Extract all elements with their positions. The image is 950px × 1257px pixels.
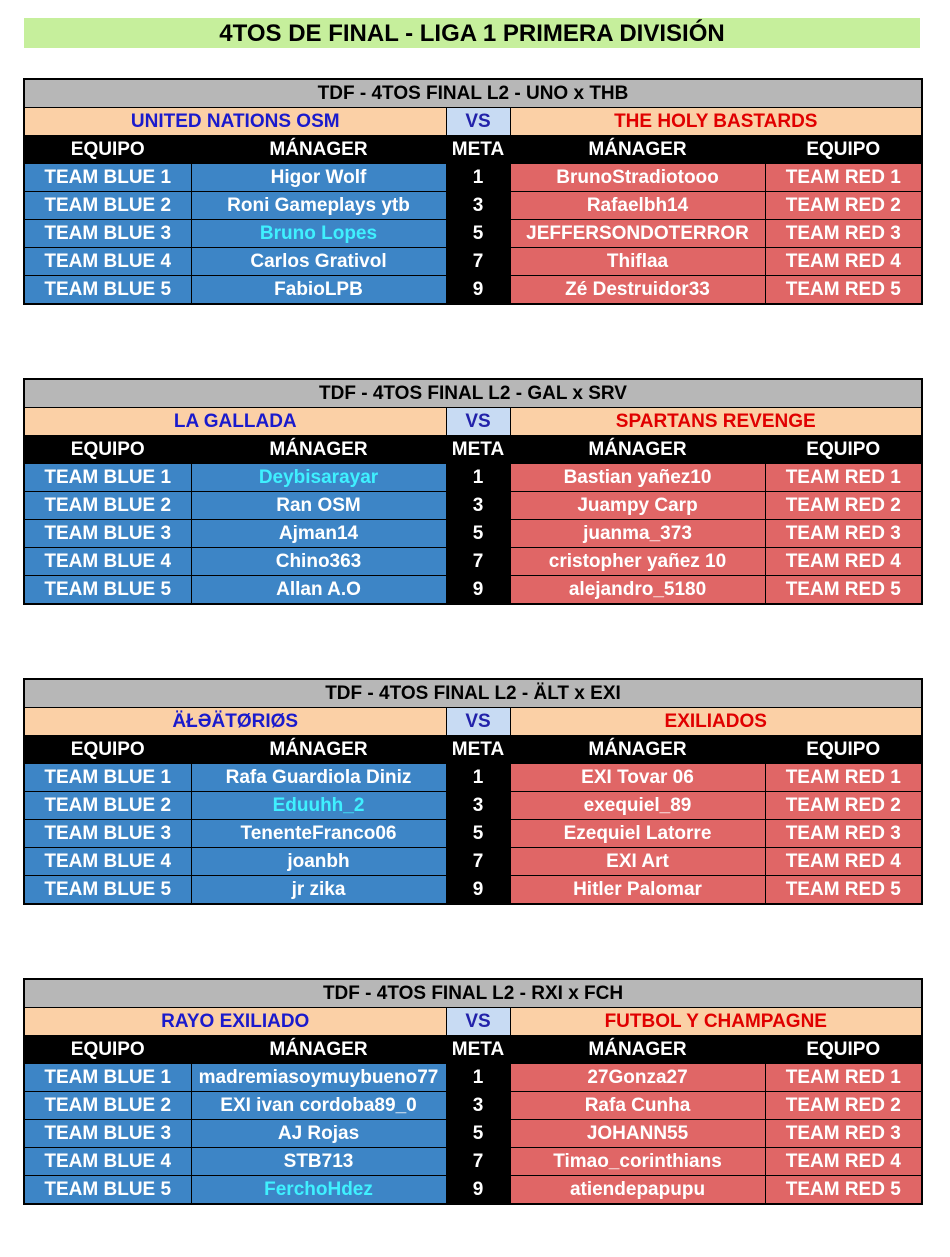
red-team-cell: TEAM RED 2: [765, 192, 922, 220]
col-manager: MÁNAGER: [510, 1036, 765, 1064]
blue-manager-cell: STB713: [191, 1148, 446, 1176]
right-team-name: EXILIADOS: [510, 708, 922, 736]
blue-team-cell: TEAM BLUE 2: [24, 492, 191, 520]
blue-manager-cell: madremiasoymuybueno77: [191, 1064, 446, 1092]
red-team-cell: TEAM RED 1: [765, 1064, 922, 1092]
col-manager: MÁNAGER: [510, 136, 765, 164]
meta-cell: 5: [446, 220, 510, 248]
blue-manager-cell: Bruno Lopes: [191, 220, 446, 248]
match-header: TDF - 4TOS FINAL L2 - GAL x SRV: [24, 379, 922, 408]
table-row: [24, 576, 922, 605]
match-header: TDF - 4TOS FINAL L2 - UNO x THB: [24, 79, 922, 108]
blue-manager-cell: Allan A.O: [191, 576, 446, 605]
meta-cell: 9: [446, 276, 510, 305]
table-row: [24, 1120, 922, 1148]
table-row: [24, 848, 922, 876]
blue-manager-cell: AJ Rojas: [191, 1120, 446, 1148]
red-manager-cell: EXI Art: [510, 848, 765, 876]
col-meta: META: [446, 736, 510, 764]
red-manager-cell: juanma_373: [510, 520, 765, 548]
col-equipo: EQUIPO: [765, 136, 922, 164]
blue-manager-cell: Eduuhh_2: [191, 792, 446, 820]
meta-cell: 9: [446, 876, 510, 905]
blue-team-cell: TEAM BLUE 4: [24, 1148, 191, 1176]
meta-cell: 5: [446, 520, 510, 548]
blue-manager-cell: Ran OSM: [191, 492, 446, 520]
blue-team-cell: TEAM BLUE 3: [24, 1120, 191, 1148]
right-team-name: THE HOLY BASTARDS: [510, 108, 922, 136]
blue-manager-cell: EXI ivan cordoba89_0: [191, 1092, 446, 1120]
table-row: [24, 1092, 922, 1120]
blue-team-cell: TEAM BLUE 5: [24, 1176, 191, 1205]
meta-cell: 7: [446, 848, 510, 876]
blue-team-cell: TEAM BLUE 1: [24, 164, 191, 192]
col-equipo: EQUIPO: [765, 1036, 922, 1064]
meta-cell: 5: [446, 1120, 510, 1148]
meta-cell: 1: [446, 464, 510, 492]
match-table-2: [23, 378, 921, 605]
red-team-cell: TEAM RED 5: [765, 876, 922, 905]
red-team-cell: TEAM RED 3: [765, 520, 922, 548]
vs-label: VS: [446, 408, 510, 436]
red-team-cell: TEAM RED 3: [765, 820, 922, 848]
meta-cell: 3: [446, 1092, 510, 1120]
red-manager-cell: Thiflaa: [510, 248, 765, 276]
red-manager-cell: Bastian yañez10: [510, 464, 765, 492]
table-row: [24, 164, 922, 192]
red-manager-cell: 27Gonza27: [510, 1064, 765, 1092]
meta-cell: 1: [446, 1064, 510, 1092]
meta-cell: 9: [446, 1176, 510, 1205]
blue-manager-cell: FabioLPB: [191, 276, 446, 305]
col-manager: MÁNAGER: [191, 136, 446, 164]
red-manager-cell: Hitler Palomar: [510, 876, 765, 905]
col-equipo: EQUIPO: [765, 436, 922, 464]
blue-team-cell: TEAM BLUE 3: [24, 820, 191, 848]
blue-team-cell: TEAM BLUE 5: [24, 876, 191, 905]
blue-team-cell: TEAM BLUE 1: [24, 764, 191, 792]
table-row: [24, 876, 922, 905]
left-team-name: UNITED NATIONS OSM: [24, 108, 446, 136]
left-team-name: ÄŁƏÄTØRIØS: [24, 708, 446, 736]
vs-label: VS: [446, 1008, 510, 1036]
red-team-cell: TEAM RED 4: [765, 1148, 922, 1176]
blue-team-cell: TEAM BLUE 3: [24, 220, 191, 248]
red-team-cell: TEAM RED 2: [765, 1092, 922, 1120]
meta-cell: 5: [446, 820, 510, 848]
blue-manager-cell: joanbh: [191, 848, 446, 876]
blue-manager-cell: FerchoHdez: [191, 1176, 446, 1205]
red-manager-cell: Rafa Cunha: [510, 1092, 765, 1120]
table-row: [24, 248, 922, 276]
red-team-cell: TEAM RED 4: [765, 848, 922, 876]
red-manager-cell: cristopher yañez 10: [510, 548, 765, 576]
meta-cell: 7: [446, 548, 510, 576]
col-manager: MÁNAGER: [191, 436, 446, 464]
red-team-cell: TEAM RED 5: [765, 276, 922, 305]
blue-team-cell: TEAM BLUE 3: [24, 520, 191, 548]
col-manager: MÁNAGER: [191, 1036, 446, 1064]
red-manager-cell: Zé Destruidor33: [510, 276, 765, 305]
meta-cell: 1: [446, 764, 510, 792]
blue-manager-cell: Rafa Guardiola Diniz: [191, 764, 446, 792]
red-manager-cell: atiendepapupu: [510, 1176, 765, 1205]
red-manager-cell: JEFFERSONDOTERROR: [510, 220, 765, 248]
table-row: [24, 548, 922, 576]
blue-manager-cell: Higor Wolf: [191, 164, 446, 192]
left-team-name: LA GALLADA: [24, 408, 446, 436]
table-row: [24, 792, 922, 820]
table-row: [24, 464, 922, 492]
blue-team-cell: TEAM BLUE 2: [24, 192, 191, 220]
col-meta: META: [446, 1036, 510, 1064]
meta-cell: 3: [446, 492, 510, 520]
red-manager-cell: JOHANN55: [510, 1120, 765, 1148]
red-team-cell: TEAM RED 4: [765, 248, 922, 276]
blue-team-cell: TEAM BLUE 1: [24, 1064, 191, 1092]
blue-team-cell: TEAM BLUE 4: [24, 248, 191, 276]
match-table-4: [23, 978, 921, 1205]
blue-manager-cell: Roni Gameplays ytb: [191, 192, 446, 220]
blue-team-cell: TEAM BLUE 4: [24, 548, 191, 576]
table-row: [24, 492, 922, 520]
red-team-cell: TEAM RED 5: [765, 1176, 922, 1205]
red-team-cell: TEAM RED 3: [765, 220, 922, 248]
red-manager-cell: Timao_corinthians: [510, 1148, 765, 1176]
col-equipo: EQUIPO: [24, 436, 191, 464]
col-equipo: EQUIPO: [24, 1036, 191, 1064]
red-manager-cell: Ezequiel Latorre: [510, 820, 765, 848]
blue-team-cell: TEAM BLUE 2: [24, 792, 191, 820]
meta-cell: 3: [446, 792, 510, 820]
page-title: 4TOS DE FINAL - LIGA 1 PRIMERA DIVISIÓN: [24, 18, 920, 48]
blue-manager-cell: Chino363: [191, 548, 446, 576]
table-row: [24, 192, 922, 220]
blue-team-cell: TEAM BLUE 2: [24, 1092, 191, 1120]
table-row: [24, 520, 922, 548]
match-header: TDF - 4TOS FINAL L2 - RXI x FCH: [24, 979, 922, 1008]
red-team-cell: TEAM RED 2: [765, 792, 922, 820]
blue-team-cell: TEAM BLUE 5: [24, 576, 191, 605]
red-team-cell: TEAM RED 1: [765, 764, 922, 792]
blue-manager-cell: Ajman14: [191, 520, 446, 548]
col-manager: MÁNAGER: [510, 436, 765, 464]
blue-manager-cell: TenenteFranco06: [191, 820, 446, 848]
table-row: [24, 764, 922, 792]
red-manager-cell: alejandro_5180: [510, 576, 765, 605]
table-row: [24, 1176, 922, 1205]
table-row: [24, 820, 922, 848]
table-row: [24, 220, 922, 248]
match-table-1: [23, 78, 921, 305]
match-table-3: [23, 678, 921, 905]
col-equipo: EQUIPO: [765, 736, 922, 764]
red-team-cell: TEAM RED 3: [765, 1120, 922, 1148]
match-header: TDF - 4TOS FINAL L2 - ÄLT x EXI: [24, 679, 922, 708]
red-team-cell: TEAM RED 1: [765, 164, 922, 192]
blue-manager-cell: jr zika: [191, 876, 446, 905]
col-equipo: EQUIPO: [24, 736, 191, 764]
right-team-name: SPARTANS REVENGE: [510, 408, 922, 436]
red-team-cell: TEAM RED 2: [765, 492, 922, 520]
col-meta: META: [446, 136, 510, 164]
table-row: [24, 1148, 922, 1176]
table-row: [24, 1064, 922, 1092]
col-meta: META: [446, 436, 510, 464]
vs-label: VS: [446, 708, 510, 736]
meta-cell: 1: [446, 164, 510, 192]
blue-manager-cell: Deybisarayar: [191, 464, 446, 492]
meta-cell: 9: [446, 576, 510, 605]
table-row: [24, 276, 922, 305]
vs-label: VS: [446, 108, 510, 136]
col-manager: MÁNAGER: [191, 736, 446, 764]
blue-team-cell: TEAM BLUE 4: [24, 848, 191, 876]
meta-cell: 7: [446, 1148, 510, 1176]
left-team-name: RAYO EXILIADO: [24, 1008, 446, 1036]
blue-team-cell: TEAM BLUE 1: [24, 464, 191, 492]
meta-cell: 7: [446, 248, 510, 276]
red-team-cell: TEAM RED 4: [765, 548, 922, 576]
red-manager-cell: EXI Tovar 06: [510, 764, 765, 792]
red-manager-cell: Juampy Carp: [510, 492, 765, 520]
red-manager-cell: exequiel_89: [510, 792, 765, 820]
blue-manager-cell: Carlos Grativol: [191, 248, 446, 276]
col-equipo: EQUIPO: [24, 136, 191, 164]
right-team-name: FUTBOL Y CHAMPAGNE: [510, 1008, 922, 1036]
red-team-cell: TEAM RED 1: [765, 464, 922, 492]
col-manager: MÁNAGER: [510, 736, 765, 764]
red-manager-cell: Rafaelbh14: [510, 192, 765, 220]
blue-team-cell: TEAM BLUE 5: [24, 276, 191, 305]
meta-cell: 3: [446, 192, 510, 220]
red-team-cell: TEAM RED 5: [765, 576, 922, 605]
red-manager-cell: BrunoStradiotooo: [510, 164, 765, 192]
